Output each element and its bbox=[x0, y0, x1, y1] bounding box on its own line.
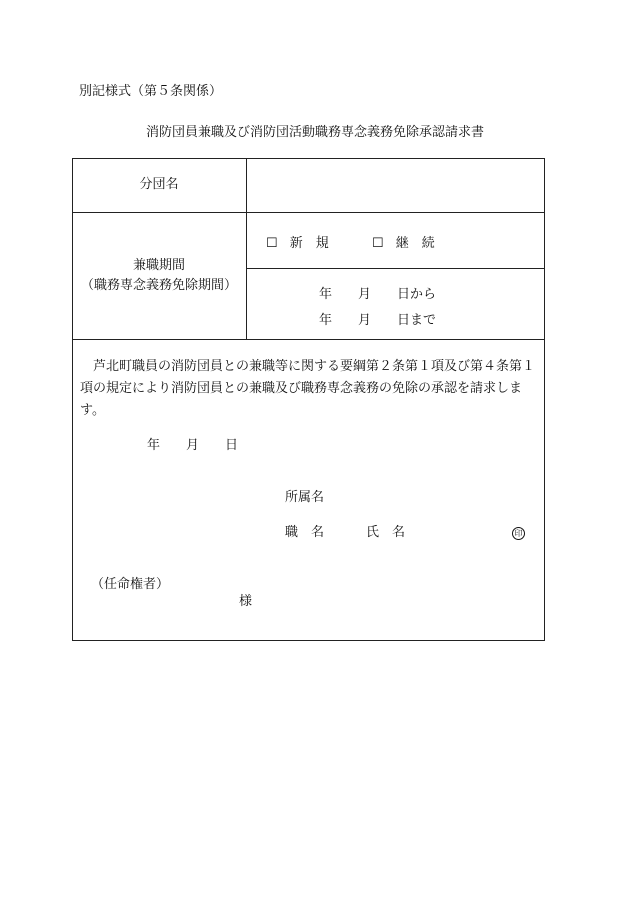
continue-option[interactable] bbox=[372, 232, 435, 251]
request-body-text: 芦北町職員の消防団員との兼職等に関する要綱第２条第１項及び第４条第１項の規定により消防団員との兼職及び職務専念義務の免除の承認を請求します。 bbox=[80, 359, 536, 418]
row-divider-2 bbox=[246, 268, 545, 269]
name-label: 氏 名 bbox=[366, 525, 406, 540]
honorific-sama: 様 bbox=[239, 594, 253, 609]
form-reference: 別記様式（第５条関係） bbox=[79, 84, 223, 99]
seal-icon: 印 bbox=[512, 527, 525, 540]
continue-label: 継 続 bbox=[395, 236, 435, 251]
column-divider bbox=[246, 158, 247, 339]
branch-field[interactable] bbox=[252, 175, 538, 195]
request-date[interactable]: 年 月 日 bbox=[147, 438, 239, 453]
appointer-label: （任命権者） bbox=[91, 577, 170, 592]
new-checkbox[interactable]: ☐ bbox=[266, 236, 278, 251]
row-divider-1 bbox=[72, 212, 545, 213]
position-label: 職 名 bbox=[285, 525, 325, 540]
document-title: 消防団員兼職及び消防団活動職務専念義務免除承認請求書 bbox=[145, 125, 484, 140]
period-label-line1: 兼職期間 bbox=[132, 258, 185, 273]
branch-label: 分団名 bbox=[139, 177, 179, 192]
new-option[interactable] bbox=[266, 232, 329, 251]
period-from-line[interactable]: 年 月 日から bbox=[319, 287, 437, 302]
period-label-line2: （職務専念義務免除期間） bbox=[80, 278, 237, 293]
period-to-line[interactable]: 年 月 日まで bbox=[319, 313, 437, 328]
affiliation-label: 所属名 bbox=[285, 490, 325, 505]
seal-mark bbox=[512, 522, 525, 541]
new-label: 新 規 bbox=[289, 236, 329, 251]
period-label bbox=[72, 256, 246, 296]
request-body bbox=[80, 356, 540, 422]
continue-checkbox[interactable]: ☐ bbox=[372, 236, 384, 251]
row-divider-3 bbox=[72, 339, 545, 340]
